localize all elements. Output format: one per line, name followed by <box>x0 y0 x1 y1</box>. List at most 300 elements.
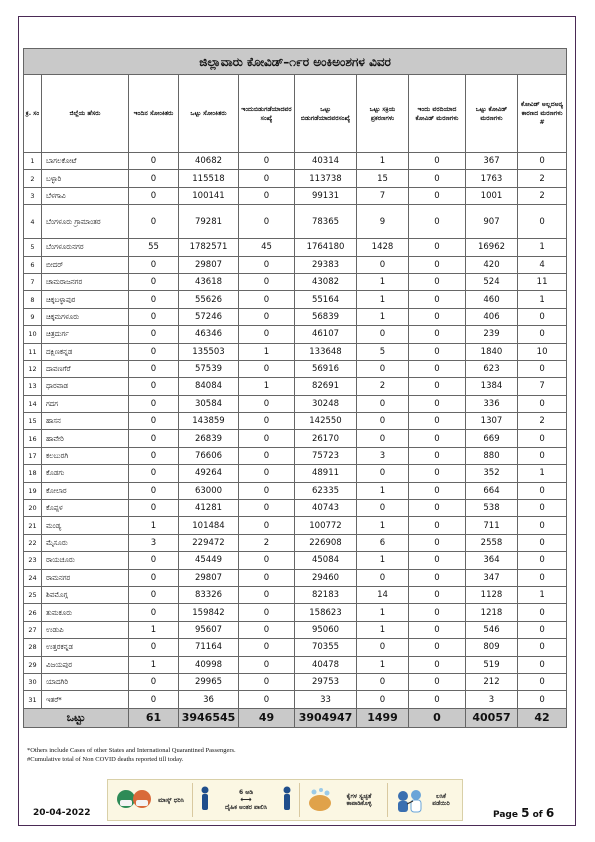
row-district-name: ಬೆಳಗಾವಿ <box>42 187 129 204</box>
row-total: 100141 <box>179 187 239 204</box>
row-death-total: 3 <box>466 691 518 708</box>
page-total: 6 <box>545 806 555 820</box>
table-row <box>24 517 567 534</box>
row-district-name: ಮಂಡ್ಯ <box>42 517 129 534</box>
row-active: 0 <box>357 673 409 690</box>
row-disch-today: 0 <box>239 639 295 656</box>
banner-distance-text: ದೈಹಿಕ ಅಂತರ ಪಾಲಿಸಿ <box>224 804 268 811</box>
row-disch-today: 0 <box>239 205 295 239</box>
header-sl: ಕ್ರ. ಸಂ <box>24 75 42 153</box>
row-active: 0 <box>357 691 409 708</box>
header-district: ಜಿಲ್ಲೆಯ ಹೆಸರು <box>42 75 129 153</box>
header-today-cases: ಇಂದಿನ ಸೋಂಕಿತರು <box>129 75 179 153</box>
row-today: 0 <box>129 413 179 430</box>
row-active: 9 <box>357 205 409 239</box>
row-sl: 20 <box>24 500 42 517</box>
row-disch-total: 82691 <box>295 378 357 395</box>
row-death-total: 367 <box>466 153 518 170</box>
row-today: 0 <box>129 326 179 343</box>
row-disch-total: 29753 <box>295 673 357 690</box>
row-death-total: 880 <box>466 447 518 464</box>
row-death-total: 347 <box>466 569 518 586</box>
row-disch-total: 40314 <box>295 153 357 170</box>
row-total: 95607 <box>179 621 239 638</box>
row-death-today: 0 <box>409 413 466 430</box>
row-active: 2 <box>357 378 409 395</box>
row-death-today: 0 <box>409 500 466 517</box>
row-sl: 17 <box>24 447 42 464</box>
row-sl: 27 <box>24 621 42 638</box>
row-non-covid: 1 <box>518 239 567 256</box>
row-active: 1 <box>357 291 409 308</box>
row-total: 1782571 <box>179 239 239 256</box>
row-non-covid: 0 <box>518 656 567 673</box>
row-today: 0 <box>129 170 179 187</box>
row-disch-today: 0 <box>239 656 295 673</box>
row-non-covid: 0 <box>518 534 567 551</box>
row-total: 83326 <box>179 586 239 603</box>
row-active: 0 <box>357 360 409 377</box>
row-non-covid: 0 <box>518 604 567 621</box>
row-district-name: ಮೈಸೂರು <box>42 534 129 551</box>
footnote-others: *Others include Cases of other States and International Quarantined Passengers. <box>27 747 236 754</box>
row-disch-total: 142550 <box>295 413 357 430</box>
row-non-covid: 7 <box>518 378 567 395</box>
table-row <box>24 586 567 603</box>
table-row <box>24 326 567 343</box>
row-today: 0 <box>129 291 179 308</box>
row-death-total: 352 <box>466 465 518 482</box>
row-district-name: ರಾಯಚೂರು <box>42 552 129 569</box>
row-sl: 31 <box>24 691 42 708</box>
row-disch-total: 158623 <box>295 604 357 621</box>
row-disch-today: 0 <box>239 273 295 290</box>
row-death-total: 2558 <box>466 534 518 551</box>
row-death-total: 519 <box>466 656 518 673</box>
row-disch-total: 29460 <box>295 569 357 586</box>
row-disch-today: 0 <box>239 413 295 430</box>
row-disch-today: 0 <box>239 170 295 187</box>
row-active: 0 <box>357 326 409 343</box>
row-sl: 23 <box>24 552 42 569</box>
row-district-name: ಬಾಗಲಕೋಟೆ <box>42 153 129 170</box>
row-today: 1 <box>129 517 179 534</box>
table-row <box>24 604 567 621</box>
row-death-today: 0 <box>409 482 466 499</box>
safety-banner <box>107 779 463 821</box>
row-today: 0 <box>129 273 179 290</box>
table-row <box>24 239 567 256</box>
row-sl: 6 <box>24 256 42 273</box>
row-active: 1 <box>357 482 409 499</box>
row-death-total: 623 <box>466 360 518 377</box>
row-disch-total: 45084 <box>295 552 357 569</box>
row-disch-total: 46107 <box>295 326 357 343</box>
header-deaths-total: ಒಟ್ಟು ಕೋವಿಡ್ ಮರಣಗಳು <box>466 75 518 153</box>
table-row <box>24 482 567 499</box>
row-disch-today: 0 <box>239 430 295 447</box>
row-today: 0 <box>129 187 179 204</box>
row-disch-today: 0 <box>239 465 295 482</box>
row-sl: 1 <box>24 153 42 170</box>
row-non-covid: 2 <box>518 187 567 204</box>
row-total: 115518 <box>179 170 239 187</box>
table-row <box>24 308 567 325</box>
row-non-covid: 0 <box>518 153 567 170</box>
row-disch-today: 0 <box>239 291 295 308</box>
row-district-name: ಕೊಪ್ಪಳ <box>42 500 129 517</box>
banner-vaccine <box>394 785 455 815</box>
row-district-name: ಕೋಲಾರ <box>42 482 129 499</box>
row-district-name: ಹಾಸನ <box>42 413 129 430</box>
row-disch-total: 1764180 <box>295 239 357 256</box>
row-non-covid: 0 <box>518 691 567 708</box>
totals-disch-today: 49 <box>239 708 295 727</box>
row-disch-total: 43082 <box>295 273 357 290</box>
row-disch-total: 99131 <box>295 187 357 204</box>
table-row <box>24 360 567 377</box>
row-today: 1 <box>129 656 179 673</box>
row-active: 0 <box>357 256 409 273</box>
row-disch-today: 1 <box>239 343 295 360</box>
row-death-total: 546 <box>466 621 518 638</box>
row-death-total: 1128 <box>466 586 518 603</box>
row-death-total: 239 <box>466 326 518 343</box>
arrow-icon: ⟷ <box>240 795 252 804</box>
row-non-covid: 1 <box>518 465 567 482</box>
row-today: 0 <box>129 586 179 603</box>
row-today: 0 <box>129 395 179 412</box>
table-body <box>24 153 567 709</box>
row-total: 29807 <box>179 256 239 273</box>
report-date: 20-04-2022 <box>33 808 91 818</box>
row-death-total: 809 <box>466 639 518 656</box>
row-death-today: 0 <box>409 656 466 673</box>
row-death-total: 406 <box>466 308 518 325</box>
row-death-today: 0 <box>409 308 466 325</box>
table-row <box>24 639 567 656</box>
row-disch-today: 0 <box>239 187 295 204</box>
row-disch-total: 56839 <box>295 308 357 325</box>
row-sl: 29 <box>24 656 42 673</box>
header-discharged-today: ಇಂದುಬಿಡುಗಡೆಯಾದವರಸಂಖ್ಯೆ <box>239 75 295 153</box>
row-non-covid: 10 <box>518 343 567 360</box>
row-district-name: ಬೀದರ್ <box>42 256 129 273</box>
row-sl: 13 <box>24 378 42 395</box>
header-total-cases: ಒಟ್ಟು ಸೋಂಕಿತರು <box>179 75 239 153</box>
row-death-today: 0 <box>409 378 466 395</box>
row-disch-today: 0 <box>239 517 295 534</box>
row-disch-today: 0 <box>239 552 295 569</box>
row-disch-total: 48911 <box>295 465 357 482</box>
row-active: 0 <box>357 395 409 412</box>
row-death-total: 16962 <box>466 239 518 256</box>
table-row <box>24 273 567 290</box>
table-row <box>24 534 567 551</box>
row-death-total: 669 <box>466 430 518 447</box>
row-today: 0 <box>129 360 179 377</box>
row-total: 57246 <box>179 308 239 325</box>
row-death-today: 0 <box>409 621 466 638</box>
row-active: 1 <box>357 517 409 534</box>
row-non-covid: 0 <box>518 482 567 499</box>
row-district-name: ಉತ್ತರಕನ್ನಡ <box>42 639 129 656</box>
row-total: 79281 <box>179 205 239 239</box>
row-today: 3 <box>129 534 179 551</box>
row-today: 0 <box>129 569 179 586</box>
table-row <box>24 500 567 517</box>
row-non-covid: 0 <box>518 552 567 569</box>
row-today: 0 <box>129 447 179 464</box>
row-active: 1428 <box>357 239 409 256</box>
row-death-today: 0 <box>409 153 466 170</box>
row-today: 0 <box>129 205 179 239</box>
row-disch-total: 30248 <box>295 395 357 412</box>
row-non-covid: 11 <box>518 273 567 290</box>
row-sl: 9 <box>24 308 42 325</box>
person-icon <box>281 785 293 815</box>
row-disch-today: 0 <box>239 621 295 638</box>
row-non-covid: 0 <box>518 326 567 343</box>
footnotes <box>27 746 236 764</box>
row-death-today: 0 <box>409 465 466 482</box>
row-today: 0 <box>129 673 179 690</box>
row-district-name: ವಿಜಯಪುರ <box>42 656 129 673</box>
row-non-covid: 0 <box>518 569 567 586</box>
row-sl: 8 <box>24 291 42 308</box>
row-death-total: 212 <box>466 673 518 690</box>
row-sl: 10 <box>24 326 42 343</box>
row-district-name: ದಾವಣಗೆರೆ <box>42 360 129 377</box>
row-sl: 25 <box>24 586 42 603</box>
table-row <box>24 430 567 447</box>
row-total: 84084 <box>179 378 239 395</box>
banner-divider <box>299 783 300 817</box>
page-current: 5 <box>521 806 530 820</box>
row-active: 5 <box>357 343 409 360</box>
row-disch-total: 55164 <box>295 291 357 308</box>
row-death-total: 336 <box>466 395 518 412</box>
row-sl: 5 <box>24 239 42 256</box>
district-covid-table <box>23 48 567 728</box>
row-total: 143859 <box>179 413 239 430</box>
table-row <box>24 621 567 638</box>
row-total: 41281 <box>179 500 239 517</box>
person-icon <box>199 785 211 815</box>
row-sl: 3 <box>24 187 42 204</box>
row-disch-today: 1 <box>239 378 295 395</box>
row-district-name: ಕಲಬುರಗಿ <box>42 447 129 464</box>
row-today: 0 <box>129 465 179 482</box>
row-death-today: 0 <box>409 569 466 586</box>
table-row <box>24 256 567 273</box>
table-row <box>24 187 567 204</box>
table-row <box>24 691 567 708</box>
row-disch-total: 78365 <box>295 205 357 239</box>
row-total: 159842 <box>179 604 239 621</box>
row-sl: 7 <box>24 273 42 290</box>
banner-mask-text: ಮಾಸ್ಕ್ ಧರಿಸಿ <box>158 796 184 804</box>
row-total: 36 <box>179 691 239 708</box>
row-district-name: ಇತರೆ* <box>42 691 129 708</box>
row-disch-today: 0 <box>239 395 295 412</box>
row-disch-today: 0 <box>239 500 295 517</box>
row-total: 43618 <box>179 273 239 290</box>
row-sl: 18 <box>24 465 42 482</box>
row-death-today: 0 <box>409 534 466 551</box>
row-district-name: ಯಾದಗಿರಿ <box>42 673 129 690</box>
row-district-name: ಬೆಂಗಳೂರುನಗರ <box>42 239 129 256</box>
row-district-name: ಬೆಂಗಳೂರು ಗ್ರಾಮಾಂತರ <box>42 205 129 239</box>
row-disch-today: 0 <box>239 326 295 343</box>
row-sl: 4 <box>24 205 42 239</box>
row-sl: 12 <box>24 360 42 377</box>
table-row <box>24 170 567 187</box>
row-disch-today: 0 <box>239 308 295 325</box>
row-death-today: 0 <box>409 639 466 656</box>
row-disch-today: 0 <box>239 482 295 499</box>
row-disch-today: 0 <box>239 256 295 273</box>
row-non-covid: 0 <box>518 517 567 534</box>
row-total: 135503 <box>179 343 239 360</box>
row-death-today: 0 <box>409 517 466 534</box>
row-disch-today: 0 <box>239 691 295 708</box>
row-death-today: 0 <box>409 256 466 273</box>
row-total: 29807 <box>179 569 239 586</box>
row-death-today: 0 <box>409 586 466 603</box>
row-today: 0 <box>129 482 179 499</box>
row-total: 46346 <box>179 326 239 343</box>
banner-divider <box>192 783 193 817</box>
row-disch-total: 62335 <box>295 482 357 499</box>
row-death-total: 664 <box>466 482 518 499</box>
row-active: 1 <box>357 621 409 638</box>
row-death-today: 0 <box>409 343 466 360</box>
row-death-total: 907 <box>466 205 518 239</box>
row-disch-total: 75723 <box>295 447 357 464</box>
row-disch-total: 133648 <box>295 343 357 360</box>
row-death-today: 0 <box>409 552 466 569</box>
row-district-name: ತುಮಕೂರು <box>42 604 129 621</box>
row-district-name: ಶಿವಮೊಗ್ಗ <box>42 586 129 603</box>
row-death-total: 524 <box>466 273 518 290</box>
row-non-covid: 0 <box>518 673 567 690</box>
row-total: 26839 <box>179 430 239 447</box>
totals-total: 3946545 <box>179 708 239 727</box>
row-district-name: ಉಡುಪಿ <box>42 621 129 638</box>
row-today: 0 <box>129 153 179 170</box>
banner-distance <box>199 785 293 815</box>
row-disch-total: 56916 <box>295 360 357 377</box>
row-active: 0 <box>357 500 409 517</box>
table-row <box>24 465 567 482</box>
row-death-total: 1218 <box>466 604 518 621</box>
totals-label: ಒಟ್ಟು <box>24 708 129 727</box>
row-disch-total: 40743 <box>295 500 357 517</box>
row-non-covid: 0 <box>518 308 567 325</box>
row-disch-today: 2 <box>239 534 295 551</box>
row-sl: 30 <box>24 673 42 690</box>
vaccine-icon <box>394 785 424 815</box>
row-sl: 24 <box>24 569 42 586</box>
row-total: 229472 <box>179 534 239 551</box>
row-today: 0 <box>129 430 179 447</box>
table-row <box>24 447 567 464</box>
row-sl: 11 <box>24 343 42 360</box>
row-active: 1 <box>357 656 409 673</box>
row-today: 0 <box>129 378 179 395</box>
row-sl: 15 <box>24 413 42 430</box>
table-row <box>24 153 567 170</box>
row-non-covid: 1 <box>518 586 567 603</box>
header-discharged-total: ಒಟ್ಟು ಬಿಡುಗಡೆಯಾದವರಸಂಖ್ಯೆ <box>295 75 357 153</box>
row-district-name: ಕೊಡಗು <box>42 465 129 482</box>
row-sl: 26 <box>24 604 42 621</box>
row-disch-total: 40478 <box>295 656 357 673</box>
row-death-today: 0 <box>409 430 466 447</box>
row-district-name: ದಕ್ಷಿಣಕನ್ನಡ <box>42 343 129 360</box>
row-sl: 16 <box>24 430 42 447</box>
banner-distance-value: 6 ಅಡಿ <box>239 789 253 796</box>
row-death-today: 0 <box>409 395 466 412</box>
row-today: 0 <box>129 308 179 325</box>
row-disch-today: 45 <box>239 239 295 256</box>
row-active: 1 <box>357 552 409 569</box>
row-non-covid: 0 <box>518 639 567 656</box>
row-total: 101484 <box>179 517 239 534</box>
totals-today: 61 <box>129 708 179 727</box>
row-active: 0 <box>357 639 409 656</box>
row-disch-today: 0 <box>239 604 295 621</box>
row-disch-total: 70355 <box>295 639 357 656</box>
totals-death-today: 0 <box>409 708 466 727</box>
row-district-name: ರಾಮನಗರ <box>42 569 129 586</box>
row-today: 0 <box>129 691 179 708</box>
row-active: 0 <box>357 465 409 482</box>
row-death-total: 711 <box>466 517 518 534</box>
row-total: 71164 <box>179 639 239 656</box>
table-row <box>24 343 567 360</box>
row-total: 45449 <box>179 552 239 569</box>
row-active: 0 <box>357 413 409 430</box>
row-sl: 2 <box>24 170 42 187</box>
row-total: 63000 <box>179 482 239 499</box>
row-total: 57539 <box>179 360 239 377</box>
table-row <box>24 673 567 690</box>
row-non-covid: 0 <box>518 447 567 464</box>
row-death-total: 420 <box>466 256 518 273</box>
row-active: 1 <box>357 604 409 621</box>
row-death-total: 1384 <box>466 378 518 395</box>
hand-wash-icon <box>306 785 334 815</box>
row-death-today: 0 <box>409 604 466 621</box>
row-death-today: 0 <box>409 273 466 290</box>
page-prefix: Page <box>493 810 522 820</box>
totals-disch-total: 3904947 <box>295 708 357 727</box>
masked-people-icon <box>115 785 153 815</box>
row-death-today: 0 <box>409 187 466 204</box>
row-disch-total: 29383 <box>295 256 357 273</box>
row-active: 6 <box>357 534 409 551</box>
row-district-name: ಬಳ್ಳಾರಿ <box>42 170 129 187</box>
row-disch-today: 0 <box>239 673 295 690</box>
row-total: 40998 <box>179 656 239 673</box>
table-row <box>24 552 567 569</box>
totals-non-covid: 42 <box>518 708 567 727</box>
banner-hands <box>306 785 381 815</box>
row-active: 7 <box>357 187 409 204</box>
banner-hands-text: ಕೈಗಳ ಸ್ವಚ್ಛತೆ ಕಾಪಾಡಿಕೊಳ್ಳಿ <box>346 793 372 807</box>
